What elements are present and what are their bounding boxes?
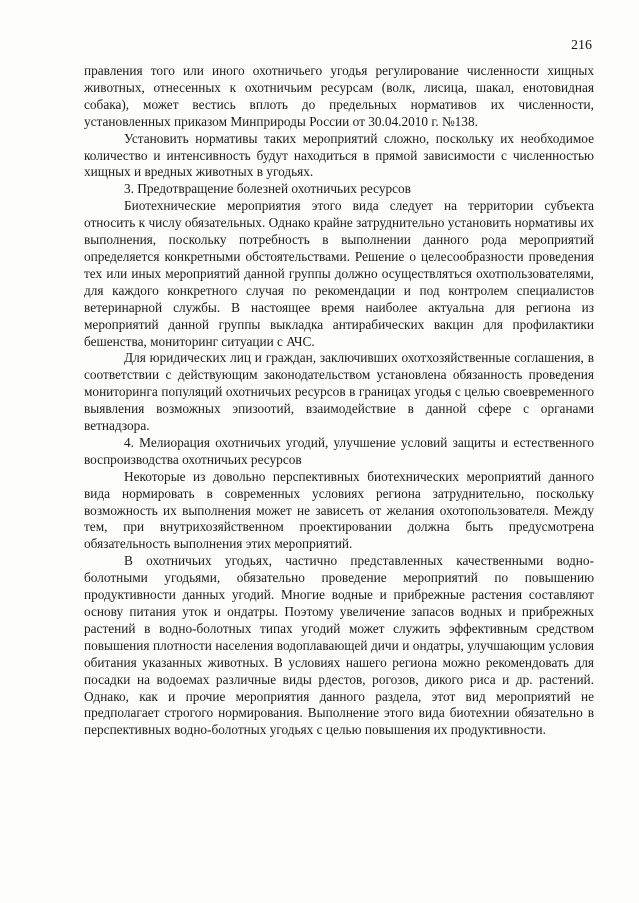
paragraph-monitoring-obligation: Для юридических лиц и граждан, заключивших охотхозяйственные соглашения, в соответствии с действующим законодательством установлена обязанность проведения мониторинга популяций охотничьих ресурсов в границах угодья с целью своевременного выявления возможных эпизоотий, взаимодействие в данной сфере с органами ветнадзора.: [84, 350, 594, 434]
paragraph-wetland-productivity: В охотничьих угодьях, частично представленных качественными водно-болотными угодьями, обязательно проведение мероприятий по повышению продуктивности данных угодий. Многие водные и прибрежные растения составляют основу питания уток и ондатры. Поэтому увеличение запасов водных и прибрежных растений в водно-болотных типах угодий может служить эффективным средством повышения плотности населения водоплавающей дичи и ондатры, улучшающим условия обитания указанных животных. В условиях нашего региона можно рекомендовать для посадки на водоемах различные виды рдестов, рогозов, дикого риса и др. растений. Однако, как и прочие мероприятия данного раздела, этот вид мероприятий не предполагает строгого нормирования. Выполнение этого вида биотехнии обязательно в перспективных водно-болотных угодьях с целью повышения их продуктивности.: [84, 553, 594, 738]
page-number: 216: [571, 38, 592, 53]
paragraph-perspective-measures: Некоторые из довольно перспективных биотехнических мероприятий данного вида нормировать в современных условиях региона затруднительно, поскольку возможность их выполнения может не зависеть от желания охотопользователя. Между тем, при внутрихозяйственном проектировании должна быть предусмотрена обязательность выполнения этих мероприятий.: [84, 468, 594, 552]
body-text: [84, 63, 594, 739]
paragraph-predator-regulation: правления того или иного охотничьего угодья регулирование численности хищных животных, отнесенных к охотничьим ресурсам (волк, лисица, шакал, енотовидная собака), может вестись вплоть до предельных нормативов их численности, установленных приказом Минприроды России от 30.04.2010 г. №138.: [84, 63, 594, 129]
paragraph-norms-difficulty: Установить нормативы таких мероприятий сложно, поскольку их необходимое количество и интенсивность будут находиться в прямой зависимости с численностью хищных и вредных животных в угодьях.: [84, 130, 594, 180]
section-heading-disease-prevention: 3. Предотвращение болезней охотничьих ресурсов: [124, 181, 411, 197]
section-heading-land-melioration: 4. Мелиорация охотничьих угодий, улучшение условий защиты и естественного воспроизводства охотничьих ресурсов: [84, 434, 594, 467]
paragraph-biotechnical-measures: Биотехнические мероприятия этого вида следует на территории субъекта относить к числу обязательных. Однако крайне затруднительно установить нормативы их выполнения, поскольку потребность в выполнении данного рода мероприятий определяется конкретными обстоятельствами. Решение о целесообразности проведения тех или иных мероприятий данной группы должно осуществляться охотпользователями, для каждого конкретного случая по рекомендации и под контролем специалистов ветеринарной службы. В настоящее время наиболее актуальна для региона из мероприятий данной группы выкладка антирабических вакцин для профилактики бешенства, мониторинг ситуации с АЧС.: [84, 198, 594, 349]
